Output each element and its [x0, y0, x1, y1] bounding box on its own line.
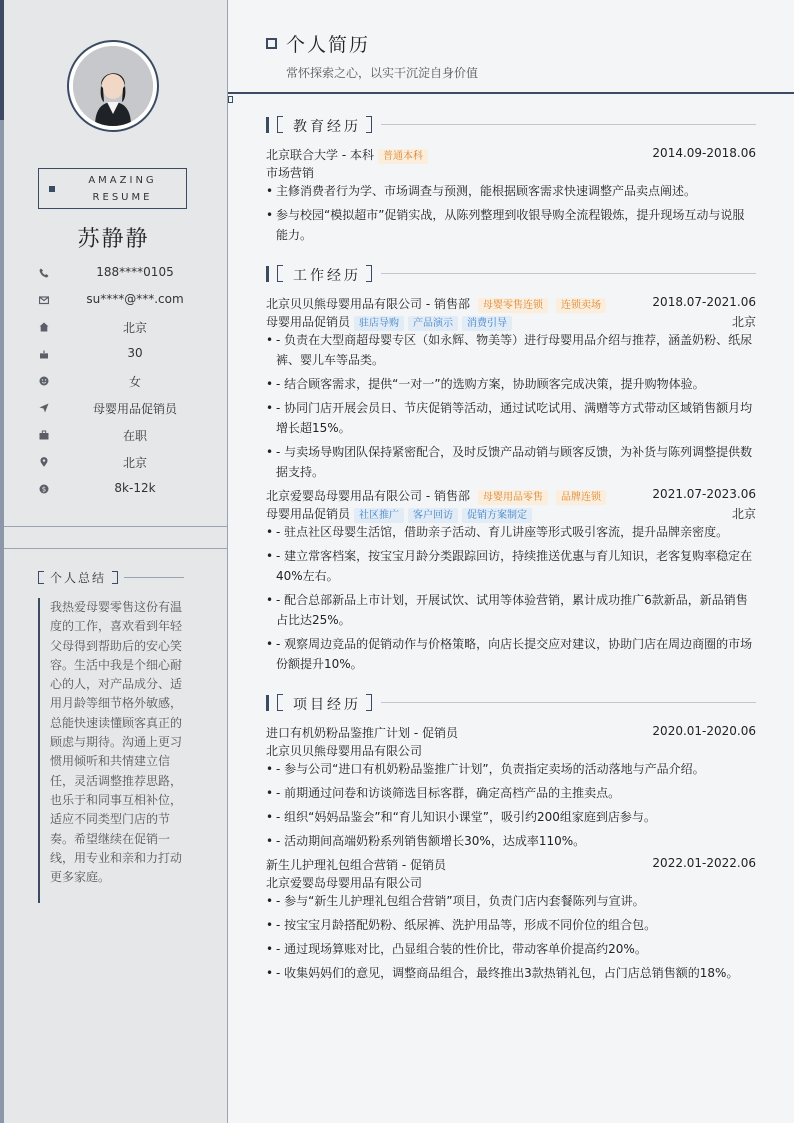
badge-line-2: RESUME	[92, 192, 153, 203]
heading-bar	[266, 695, 269, 711]
heading-bar	[266, 266, 269, 282]
list-item: • - 按宝宝月龄搭配奶粉、纸尿裤、洗护用品等，形成不同价位的组合包。	[266, 915, 756, 935]
project-company: 北京贝贝熊母婴用品有限公司	[266, 744, 423, 758]
bracket-left	[277, 265, 283, 282]
candidate-name: 苏静静	[77, 227, 150, 252]
list-item: • - 收集妈妈们的意见，调整商品组合，最终推出3款热销礼包，占门店总销售额的18%。	[266, 963, 756, 983]
summary-heading	[38, 569, 188, 585]
project-bullet: - 参与公司“进口有机奶粉品鉴推广计划”，负责指定卖场的活动落地与产品介绍。	[276, 762, 705, 776]
list-item: • - 结合顾客需求，提供“一对一”的选购方案，协助顾客完成决策，提升购物体验。	[266, 374, 756, 394]
bracket-left	[38, 571, 44, 584]
job-role-row	[266, 313, 756, 331]
job-city: 北京	[731, 507, 756, 521]
skill-tag: 消费引导	[462, 316, 512, 331]
project-header	[266, 724, 756, 742]
work-heading	[266, 265, 756, 283]
education-title: 教育经历	[293, 119, 361, 135]
face-icon	[38, 376, 50, 388]
hometown-value: 北京	[122, 321, 147, 335]
header-marker	[228, 96, 233, 103]
location-icon	[38, 457, 50, 469]
home-icon	[38, 322, 50, 334]
gender-value: 女	[128, 375, 141, 389]
email-value: su****@***.com	[86, 292, 184, 306]
info-position	[30, 400, 220, 420]
list-item: • - 通过现场算账对比，凸显组合装的性价比，带动客单价提高约20%。	[266, 939, 756, 959]
job-bullet: - 协同门店开展会员日、节庆促销等活动，通过试吃试用、满赠等方式带动区域销售额月均增长超15%。	[276, 401, 753, 435]
job-role: 母婴用品促销员	[266, 315, 351, 329]
bracket-right	[112, 571, 118, 584]
job-bullet: - 观察周边竞品的促销动作与价格策略，向店长提交应对建议，协助门店在周边商圈的市场份额提升10%。	[276, 637, 753, 671]
job-header	[266, 295, 756, 313]
bracket-left	[277, 694, 283, 711]
education-date: 2014.09-2018.06	[652, 146, 756, 160]
school-name: 北京联合大学 - 本科	[266, 148, 374, 162]
education-heading	[266, 116, 756, 134]
send-icon	[38, 403, 50, 415]
age-value: 30	[127, 346, 143, 360]
project-bullet: - 组织“妈妈品鉴会”和“育儿知识小课堂”，吸引约200组家庭到店参与。	[276, 810, 656, 824]
project-company: 北京爱婴岛母婴用品有限公司	[266, 876, 423, 890]
heading-line	[381, 124, 756, 125]
education-bullet: 参与校园“模拟超市”促销实战，从陈列整理到收银导购全流程锻炼，提升现场互动与说服能力。	[276, 208, 745, 242]
project-date: 2020.01-2020.06	[652, 724, 756, 738]
list-item: • - 参与“新生儿护理礼包组合营销”项目，负责门店内套餐陈列与宣讲。	[266, 891, 756, 911]
sidebar-divider-bottom	[4, 548, 227, 549]
work-title: 工作经历	[293, 268, 361, 284]
amazing-resume-badge	[38, 168, 187, 209]
project-bullet: - 前期通过问卷和访谈筛选目标客群，确定高档产品的主推卖点。	[276, 786, 621, 800]
project-name: 进口有机奶粉品鉴推广计划 - 促销员	[266, 726, 458, 740]
badge-square	[49, 186, 55, 192]
projects-heading	[266, 694, 756, 712]
bracket-right	[366, 116, 372, 133]
project-bullet: - 活动期间高端奶粉系列销售额增长30%，达成率110%。	[276, 834, 586, 848]
job-bullet: - 配合总部新品上市计划，开展试饮、试用等体验营销，累计成功推广6款新品，新品销售占比达25%。	[276, 593, 748, 627]
job-tag: 母婴零售连锁	[478, 298, 548, 313]
avatar-frame	[67, 40, 159, 132]
job-tag: 母婴用品零售	[478, 490, 548, 505]
bracket-left	[277, 116, 283, 133]
summary-block	[38, 598, 188, 903]
skill-tag: 社区推广	[354, 508, 404, 523]
info-email	[30, 292, 220, 312]
project-bullet: - 参与“新生儿护理礼包组合营销”项目，负责门店内套餐陈列与宣讲。	[276, 894, 645, 908]
info-age	[30, 346, 220, 366]
job-company: 北京爱婴岛母婴用品有限公司 - 销售部	[266, 489, 470, 503]
sidebar-stripe	[0, 0, 4, 1123]
title-square-icon	[266, 38, 277, 49]
heading-line	[381, 702, 756, 703]
job-bullet: - 建立常客档案，按宝宝月龄分类跟踪回访，持续推送优惠与育儿知识，老客复购率稳定在40%左右。	[276, 549, 753, 583]
job-bullet: - 结合顾客需求，提供“一对一”的选购方案，协助顾客完成决策，提升购物体验。	[276, 377, 705, 391]
info-salary	[30, 481, 220, 501]
bracket-right	[366, 694, 372, 711]
list-item: • - 负责在大型商超母婴专区（如永辉、物美等）进行母婴用品介绍与推荐，涵盖奶粉、纸尿裤、婴儿车等品类。	[266, 330, 756, 370]
resume-subtitle: 常怀探索之心，以实干沉淀自身价值	[286, 66, 479, 80]
badge-line-1: AMAZING	[88, 175, 157, 186]
resume-title: 个人简历	[286, 34, 371, 56]
job-bullet: - 负责在大型商超母婴专区（如永辉、物美等）进行母婴用品介绍与推荐，涵盖奶粉、纸尿裤、婴儿车等品类。	[276, 333, 753, 367]
heading-bar	[266, 117, 269, 133]
header-divider	[228, 92, 794, 94]
status-value: 在职	[122, 429, 147, 443]
avatar	[73, 46, 153, 126]
job-role: 母婴用品促销员	[266, 507, 351, 521]
money-icon	[38, 484, 50, 496]
list-item: • - 配合总部新品上市计划，开展试饮、试用等体验营销，累计成功推广6款新品，新品销售占比达25%。	[266, 590, 756, 630]
job-header	[266, 487, 756, 505]
summary-heading-line	[124, 577, 184, 578]
list-item: • - 观察周边竞品的促销动作与价格策略，向店长提交应对建议，协助门店在周边商圈的市场份额提升10%。	[266, 634, 756, 674]
degree-tag: 普通本科	[378, 149, 428, 164]
education-row	[266, 146, 756, 164]
list-item: • - 协同门店开展会员日、节庆促销等活动，通过试吃试用、满赠等方式带动区域销售额月均增长超15%。	[266, 398, 756, 438]
sidebar-stripe-accent	[0, 0, 4, 120]
project-date: 2022.01-2022.06	[652, 856, 756, 870]
list-item: • - 建立常客档案，按宝宝月龄分类跟踪回访，持续推送优惠与育儿知识，老客复购率稳定在40%左右。	[266, 546, 756, 586]
job-tag: 连锁卖场	[556, 298, 606, 313]
major: 市场营销	[266, 166, 315, 180]
job-bullet: - 与卖场导购团队保持紧密配合，及时反馈产品动销与顾客反馈，为补货与陈列调整提供数据支持。	[276, 445, 753, 479]
list-item: • 主修消费者行为学、市场调查与预测，能根据顾客需求快速调整产品卖点阐述。	[266, 181, 756, 201]
project-name: 新生儿护理礼包组合营销 - 促销员	[266, 858, 446, 872]
job-tag: 品牌连锁	[556, 490, 606, 505]
summary-title: 个人总结	[50, 571, 107, 585]
list-item: • - 参与公司“进口有机奶粉品鉴推广计划”，负责指定卖场的活动落地与产品介绍。	[266, 759, 756, 779]
mail-icon	[38, 295, 50, 307]
sidebar	[0, 0, 228, 1123]
info-gender	[30, 373, 220, 393]
list-item: • - 活动期间高端奶粉系列销售额增长30%，达成率110%。	[266, 831, 756, 851]
skill-tag: 驻店导购	[354, 316, 404, 331]
skill-tag: 客户回访	[408, 508, 458, 523]
job-role-row	[266, 505, 756, 523]
skill-tag: 促销方案制定	[462, 508, 532, 523]
project-company-row	[266, 742, 756, 760]
briefcase-icon	[38, 430, 50, 442]
cake-icon	[38, 349, 50, 361]
project-bullet: - 收集妈妈们的意见，调整商品组合，最终推出3款热销礼包，占门店总销售额的18%。	[276, 966, 739, 980]
project-header	[266, 856, 756, 874]
info-hometown	[30, 319, 220, 339]
location-value: 北京	[122, 456, 147, 470]
job-date: 2021.07-2023.06	[652, 487, 756, 501]
phone-icon	[38, 268, 50, 280]
info-location	[30, 454, 220, 474]
project-bullet: - 通过现场算账对比，凸显组合装的性价比，带动客单价提高约20%。	[276, 942, 647, 956]
list-item: • - 与卖场导购团队保持紧密配合，及时反馈产品动销与顾客反馈，为补货与陈列调整提供数据支持。	[266, 442, 756, 482]
summary-text: 我热爱母婴零售这份有温度的工作，喜欢看到年轻父母得到帮助后的安心笑容。生活中我是个细心耐心的人，对产品成分、适用月龄等细节格外敏感，总能快速读懂顾客真正的顾虑与期待。沟通上更习惯用倾听和共情建立信任，灵活调整推荐思路，也乐于和同事互相补位，适应不同类型门店的节奏。希望继续在促销一线，用专业和亲和力打动更多家庭。	[50, 600, 183, 885]
salary-value: 8k-12k	[114, 481, 156, 495]
heading-line	[381, 273, 756, 274]
sidebar-divider-top	[4, 526, 227, 527]
project-company-row	[266, 874, 756, 892]
projects-title: 项目经历	[293, 697, 361, 713]
job-date: 2018.07-2021.06	[652, 295, 756, 309]
job-bullet: - 驻点社区母婴生活馆，借助亲子活动、育儿讲座等形式吸引客流，提升品牌亲密度。	[276, 525, 729, 539]
bracket-right	[366, 265, 372, 282]
major-row	[266, 164, 756, 182]
job-city: 北京	[731, 315, 756, 329]
job-company: 北京贝贝熊母婴用品有限公司 - 销售部	[266, 297, 470, 311]
project-bullet: - 按宝宝月龄搭配奶粉、纸尿裤、洗护用品等，形成不同价位的组合包。	[276, 918, 657, 932]
skill-tag: 产品演示	[408, 316, 458, 331]
list-item: • - 驻点社区母婴生活馆，借助亲子活动、育儿讲座等形式吸引客流，提升品牌亲密度。	[266, 522, 756, 542]
list-item: • - 组织“妈妈品鉴会”和“育儿知识小课堂”，吸引约200组家庭到店参与。	[266, 807, 756, 827]
education-bullet: 主修消费者行为学、市场调查与预测，能根据顾客需求快速调整产品卖点阐述。	[276, 184, 697, 198]
phone-value: 188****0105	[96, 265, 174, 279]
svg-text:$: $	[41, 485, 47, 494]
position-value: 母婴用品促销员	[92, 402, 177, 416]
info-phone	[30, 265, 220, 285]
list-item: • - 前期通过问卷和访谈筛选目标客群，确定高档产品的主推卖点。	[266, 783, 756, 803]
list-item: • 参与校园“模拟超市”促销实战，从陈列整理到收银导购全流程锻炼，提升现场互动与说服能力。	[266, 205, 756, 245]
info-status	[30, 427, 220, 447]
